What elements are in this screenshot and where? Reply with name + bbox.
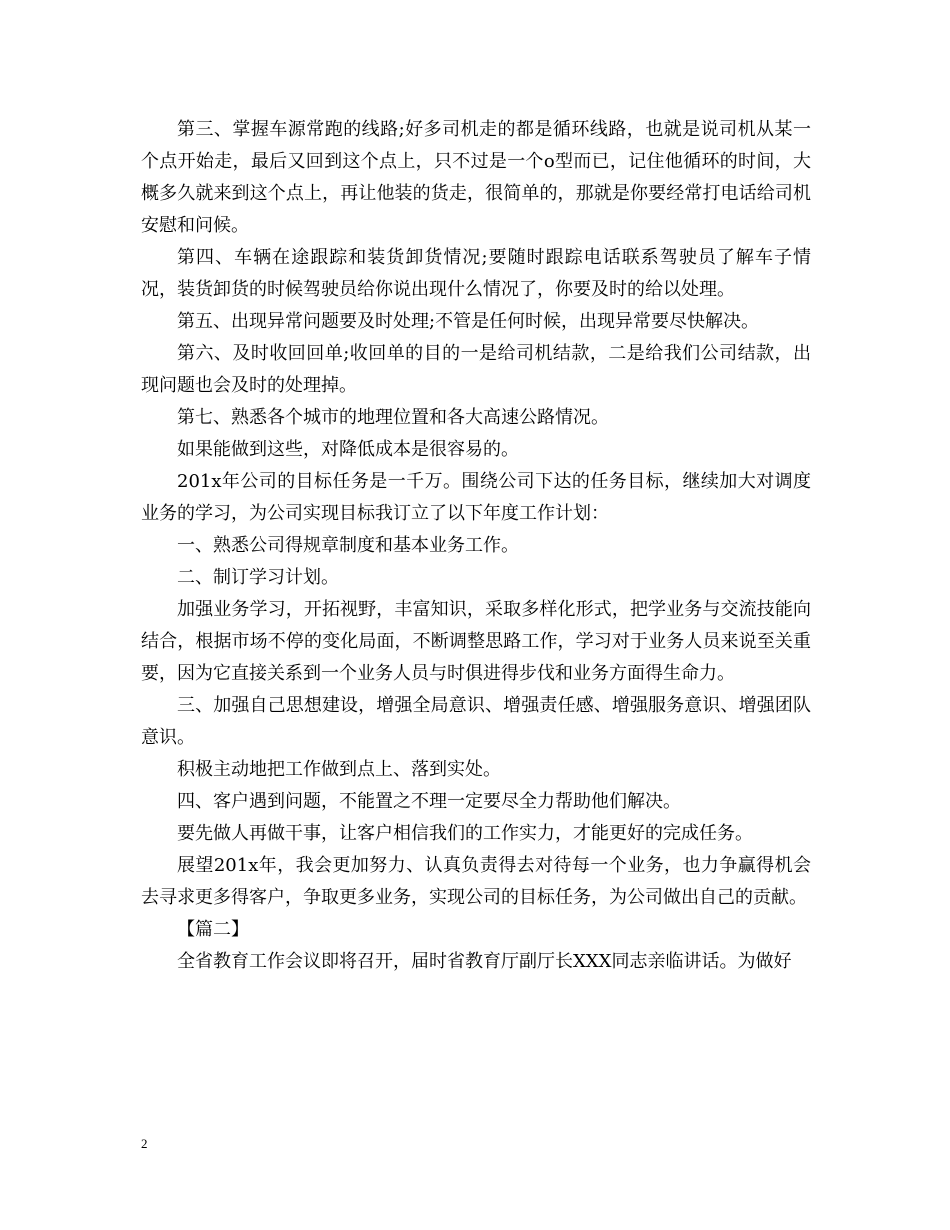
paragraph: 展望201x年，我会更加努力、认真负责得去对待每一个业务，也力争赢得机会去寻求更多得客户，争取更多业务，实现公司的目标任务，为公司做出自己的贡献。 — [141, 855, 811, 908]
section-heading: 【篇二】 — [177, 919, 249, 940]
paragraph: 要先做人再做干事，让客户相信我们的工作实力，才能更好的完成任务。 — [177, 823, 753, 844]
paragraph: 三、加强自己思想建设，增强全局意识、增强责任感、增强服务意识、增强团队意识。 — [141, 695, 811, 748]
paragraph: 全省教育工作会议即将召开，届时省教育厅副厅长XXX同志亲临讲话。为做好 — [177, 951, 792, 972]
paragraph: 第六、及时收回回单;收回单的目的一是给司机结款，二是给我们公司结款，出现问题也会及时的处理掉。 — [141, 343, 811, 396]
paragraph: 一、熟悉公司得规章制度和基本业务工作。 — [177, 535, 519, 556]
document-body — [141, 114, 811, 978]
page-number: 2 — [141, 1136, 148, 1151]
paragraph: 二、制订学习计划。 — [177, 567, 339, 588]
paragraph: 积极主动地把工作做到点上、落到实处。 — [177, 759, 501, 780]
paragraph: 如果能做到这些，对降低成本是很容易的。 — [177, 439, 519, 460]
paragraph: 第四、车辆在途跟踪和装货卸货情况;要随时跟踪电话联系驾驶员了解车子情况，装货卸货的时候驾驶员给你说出现什么情况了，你要及时的给以处理。 — [141, 247, 811, 300]
paragraph: 第五、出现异常问题要及时处理;不管是任何时候，出现异常要尽快解决。 — [177, 311, 760, 332]
paragraph: 第三、掌握车源常跑的线路;好多司机走的都是循环线路，也就是说司机从某一个点开始走，最后又回到这个点上，只不过是一个o型而已，记住他循环的时间，大概多久就来到这个点上，再让他装的货走，很简单的，那就是你要经常打电话给司机安慰和问候。 — [141, 119, 811, 236]
paragraph: 第七、熟悉各个城市的地理位置和各大高速公路情况。 — [177, 407, 609, 428]
paragraph: 四、客户遇到问题，不能置之不理一定要尽全力帮助他们解决。 — [177, 791, 681, 812]
paragraph: 201x年公司的目标任务是一千万。围绕公司下达的任务目标，继续加大对调度业务的学习，为公司实现目标我订立了以下年度工作计划： — [141, 471, 811, 524]
paragraph: 加强业务学习，开拓视野，丰富知识，采取多样化形式，把学业务与交流技能向结合，根据市场不停的变化局面，不断调整思路工作，学习对于业务人员来说至关重要，因为它直接关系到一个业务人员与时俱进得步伐和业务方面得生命力。 — [141, 599, 811, 684]
